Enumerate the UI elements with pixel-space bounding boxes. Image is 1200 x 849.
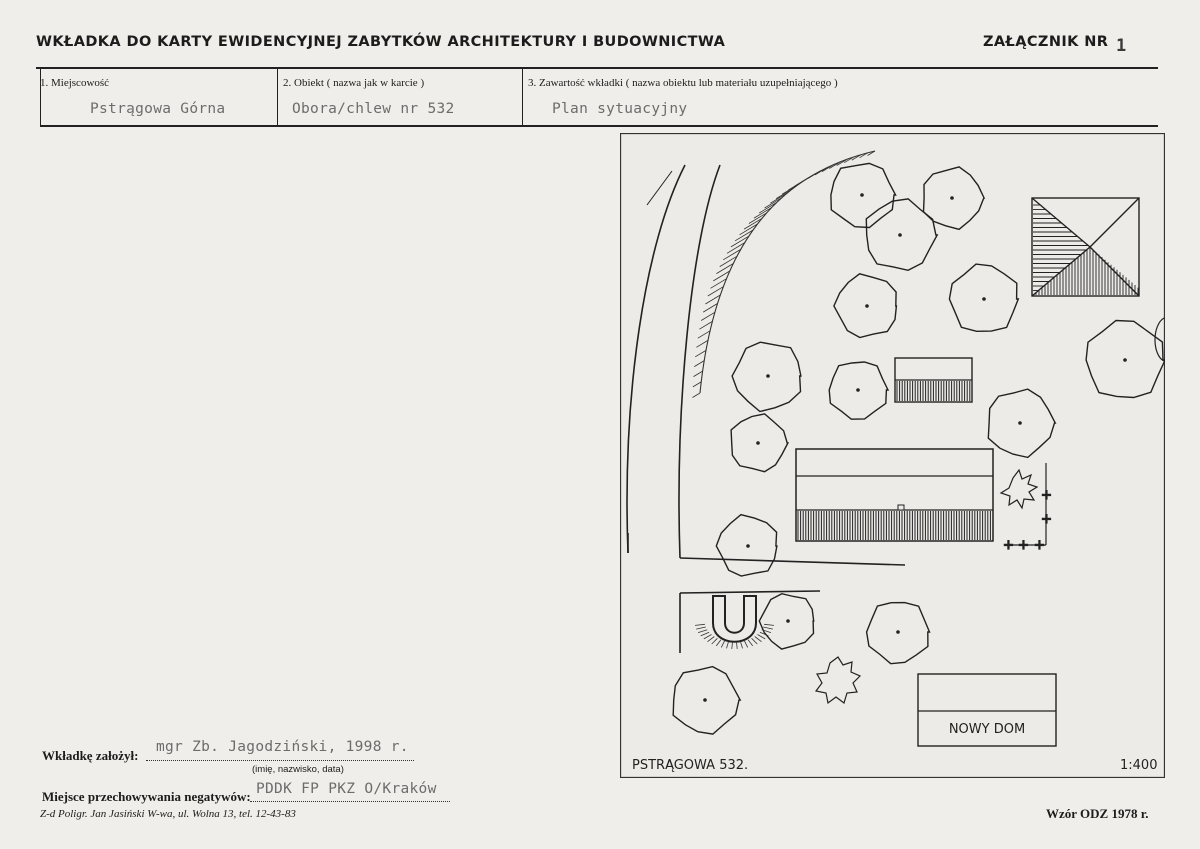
tree-trunk-dot — [703, 698, 707, 702]
svg-text:+: + — [1003, 538, 1014, 553]
field-divider-2 — [522, 68, 523, 126]
annex-label: ZAŁĄCZNIK NR — [983, 34, 1109, 50]
svg-text:+: + — [1018, 538, 1029, 553]
tree-trunk-dot — [786, 619, 790, 623]
tree-trunk-dot — [1018, 421, 1022, 425]
field-divider-1 — [277, 68, 278, 126]
tree-trunk-dot — [860, 193, 864, 197]
svg-text:+: + — [1041, 488, 1052, 503]
tree-trunk-dot — [1123, 358, 1127, 362]
tree-trunk-dot — [898, 233, 902, 237]
tree-trunk-dot — [950, 196, 954, 200]
plan-scale: 1:400 — [1120, 758, 1158, 773]
content-value: Plan sytuacyjny — [552, 101, 688, 117]
tree-trunk-dot — [856, 388, 860, 392]
storage-value: PDDK FP PKZ O/Kraków — [256, 781, 437, 797]
locality-value: Pstrągowa Górna — [90, 101, 226, 117]
barn-building — [796, 449, 993, 541]
annex-number: 1 — [1116, 36, 1127, 56]
object-value: Obora/chlew nr 532 — [292, 101, 455, 117]
author-caption: (imię, nazwisko, data) — [252, 764, 344, 775]
tree-trunk-dot — [746, 544, 750, 548]
shed-building — [895, 358, 972, 402]
author-value: mgr Zb. Jagodziński, 1998 r. — [156, 739, 409, 755]
author-label: Wkładkę założył: — [42, 748, 139, 763]
house-roof-building — [1032, 198, 1139, 296]
form-title: WKŁADKA DO KARTY EWIDENCYJNEJ ZABYTKÓW ARCHITEKTURY I BUDOWNICTWA — [36, 34, 726, 50]
plan-caption: PSTRĄGOWA 532. — [632, 758, 749, 773]
author-dotted-line — [146, 760, 414, 761]
fields-rule — [40, 125, 1158, 127]
new-house-building — [918, 674, 1056, 746]
object-label: 2. Obiekt ( nazwa jak w karcie ) — [283, 77, 425, 89]
tree-trunk-dot — [756, 441, 760, 445]
tree-trunk-dot — [982, 297, 986, 301]
svg-text:+: + — [1041, 512, 1052, 527]
form-code: Wzór ODZ 1978 r. — [1046, 806, 1149, 821]
content-label: 3. Zawartość wkładki ( nazwa obiektu lub materiału uzupełniającego ) — [528, 77, 838, 89]
header-rule — [36, 67, 1158, 69]
tree-trunk-dot — [865, 304, 869, 308]
svg-text:+: + — [1034, 538, 1045, 553]
tree-trunk-dot — [766, 374, 770, 378]
house-label: NOWY DOM — [948, 722, 1026, 737]
storage-dotted-line — [250, 801, 450, 802]
storage-label: Miejsce przechowywania negatywów: — [42, 789, 251, 804]
locality-label: 1. Miejscowość — [40, 77, 110, 89]
site-plan-drawing — [620, 133, 1165, 778]
tree-trunk-dot — [896, 630, 900, 634]
printer-imprint: Z-d Poligr. Jan Jasiński W-wa, ul. Wolna 13, tel. 12-43-83 — [40, 808, 296, 820]
